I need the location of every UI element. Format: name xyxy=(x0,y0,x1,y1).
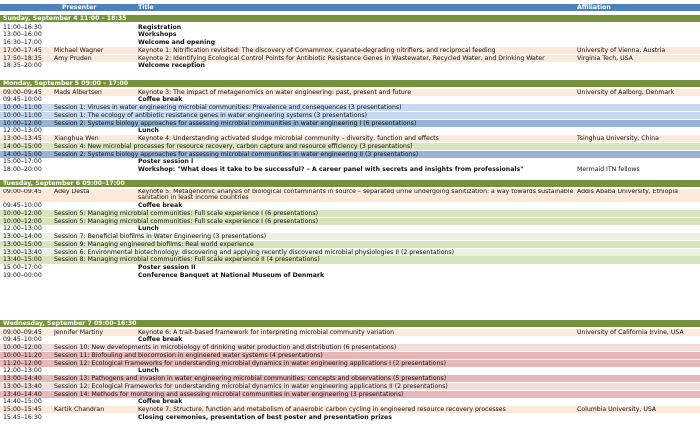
title-cell: Workshop: "What does it take to be successful? – A career panel with secrets and insights from professionals" xyxy=(138,166,524,173)
affiliation-cell: University of Vienna, Austria xyxy=(577,46,666,54)
schedule-row xyxy=(0,202,700,209)
title-cell: Session 5: Managing microbial communities: Full scale experience I (6 presentations) xyxy=(54,209,318,217)
time-cell: 18:35–20:00 xyxy=(3,62,42,70)
day-header xyxy=(0,180,700,187)
time-cell: 10:00–11:00 xyxy=(3,111,42,119)
time-cell: 09:45–10:00 xyxy=(3,96,42,104)
time-cell: 11:00–16:30 xyxy=(3,23,42,31)
time-cell: 13:00–13:40 xyxy=(3,248,42,256)
schedule-row xyxy=(0,218,700,225)
time-cell: 16:30–17:00 xyxy=(3,39,42,46)
schedule-row xyxy=(0,62,700,69)
title-cell: Session 13: Pathogens and invasion in water engineering microbial communities: concepts and observations (5 presentations) xyxy=(54,375,447,382)
schedule-row xyxy=(0,367,700,374)
schedule-row xyxy=(0,241,700,248)
time-cell: 14:00–15:00 xyxy=(3,142,42,150)
schedule-row xyxy=(0,104,700,111)
title-cell: Closing ceremonies, presentation of best poster and presentation prizes xyxy=(138,413,392,421)
schedule-row xyxy=(0,24,700,31)
time-cell: 09:00–09:45 xyxy=(3,328,42,336)
time-cell: 12:00–13:00 xyxy=(3,127,42,135)
schedule-row xyxy=(0,112,700,119)
title-cell: Session 1: The ecology of antibiotic resistance genes in water engineering systems (3 presentations) xyxy=(54,111,368,119)
presenter-cell: Amy Pruden xyxy=(54,54,92,62)
schedule-row xyxy=(0,329,700,336)
title-cell: Coffee break xyxy=(138,96,183,104)
schedule-row xyxy=(0,210,700,217)
title-cell: Welcome reception xyxy=(138,62,205,70)
title-cell: Session 6: Environmental biotechnology: discovering and applying recently discovered microbial physiologies II (2 presentations) xyxy=(54,248,455,256)
time-cell: 13:40–15:00 xyxy=(3,256,42,264)
affiliation-cell: Mermaid ITN fellows xyxy=(577,166,640,173)
title-cell: Session 7: Beneficial biofilms in Water Engineering (3 presentations) xyxy=(54,233,267,240)
schedule-row xyxy=(0,383,700,390)
time-cell: 09:45–10:00 xyxy=(3,202,42,209)
time-cell: 17:50–18:35 xyxy=(3,54,42,62)
title-column-header: Title xyxy=(138,4,154,11)
presenter-cell: Michael Wagner xyxy=(54,46,104,54)
affiliation-column-header: Affiliation xyxy=(577,4,611,11)
title-cell: Session 10: New developments in microbiology of drinking water production and distribution (6 presentations) xyxy=(54,344,397,351)
title-cell: Session 4: New microbial processes for resource recovery, carbon capture and resource efficiency (3 presentations) xyxy=(54,142,413,150)
title-cell: Conference Banquet at National Museum of Denmark xyxy=(138,271,325,279)
time-cell: 10:00–12:00 xyxy=(3,344,42,351)
time-cell: 15:00–15:45 xyxy=(3,406,42,413)
schedule-row xyxy=(0,256,700,263)
time-cell: 09:00–09:45 xyxy=(3,88,42,96)
title-cell: Session 12: Ecological Frameworks for understanding microbial dynamics in water engineering applications II (2 presentations) xyxy=(54,382,448,390)
affiliation-cell: Virginia Tech, USA xyxy=(577,54,633,62)
schedule-row xyxy=(0,414,700,421)
time-cell: 12:00–13:00 xyxy=(3,367,42,375)
presenter-cell: Jennifer Martiny xyxy=(54,328,104,336)
title-cell: Session 5: Managing microbial communities: Full scale experience I (6 presentations) xyxy=(54,217,318,225)
time-cell: 15:45–16:30 xyxy=(3,413,42,421)
day-header xyxy=(0,80,700,87)
schedule-row xyxy=(0,31,700,38)
day-label: Monday, September 5 09:00 – 17:00 xyxy=(3,80,129,87)
time-cell: 09:45–10:00 xyxy=(3,336,42,344)
title-cell: Keynote 5: Metagenomic analysis of biological contaminants in source – separated urine undergoing sanitization: a way towards sustainable sanitation in least income countries xyxy=(138,188,574,201)
time-cell: 13:00–15:00 xyxy=(3,240,42,248)
schedule-row xyxy=(0,264,700,271)
schedule-row xyxy=(0,352,700,359)
presenter-cell: Mads Albertsen xyxy=(54,88,102,96)
title-cell: Poster session II xyxy=(138,264,196,271)
time-cell: 14:00–15:00 xyxy=(3,150,42,158)
schedule-row xyxy=(0,189,700,202)
time-cell: 12:00–13:00 xyxy=(3,225,42,233)
title-cell: Session 12: Ecological Frameworks for understanding microbial dynamics in water engineering applications I (2 presentations) xyxy=(54,359,447,367)
schedule-row xyxy=(0,225,700,232)
title-cell: Session 2: Systems biology approaches for assessing microbial communities in water engineering I (6 presentations) xyxy=(54,119,417,127)
schedule-row xyxy=(0,398,700,405)
title-cell: Registration xyxy=(138,23,182,31)
time-cell: 17:00–17:45 xyxy=(3,46,42,54)
time-cell: 19:00–00:00 xyxy=(3,271,42,279)
time-cell: 13:00–14:40 xyxy=(3,375,42,382)
schedule-row xyxy=(0,375,700,382)
time-cell: 10:00–12:00 xyxy=(3,119,42,127)
title-cell: Coffee break xyxy=(138,336,183,344)
affiliation-cell: Tsinghua University, China xyxy=(577,135,659,142)
time-cell: 14:40–15:00 xyxy=(3,398,42,406)
day-label: Sunday, September 4 11:00 – 18:35 xyxy=(3,15,127,22)
affiliation-cell: Columbia University, USA xyxy=(577,406,657,413)
schedule-row xyxy=(0,158,700,165)
schedule-row xyxy=(0,272,700,279)
title-cell: Session 9: Managing engineered biofilms: Real world experience xyxy=(54,240,254,248)
title-cell: Coffee break xyxy=(138,202,183,209)
schedule-row xyxy=(0,135,700,142)
title-cell: Session 2: Systems biology approaches for assessing microbial communities in water engineering II (3 presentations) xyxy=(54,150,419,158)
affiliation-cell: Addis Ababa University, Ethiopia xyxy=(577,188,678,195)
title-cell: Session 14: Methods for monitoring and assessing microbial communities in water engineering (3 presentations) xyxy=(54,390,404,398)
schedule-row xyxy=(0,55,700,62)
title-cell: Session 1: Viruses in water engineering microbial communities: Prevalence and consequences (3 presentations) xyxy=(54,104,402,111)
schedule-row xyxy=(0,120,700,127)
affiliation-cell: University of Aalborg, Denmark xyxy=(577,88,675,96)
title-cell: Session 8: Managing microbial communities: Full scale experience II (4 presentations) xyxy=(54,256,320,264)
presenter-cell: Kartik Chandran xyxy=(54,406,105,413)
time-cell: 13:00–14:00 xyxy=(3,233,42,240)
schedule-row xyxy=(0,89,700,96)
title-cell: Coffee break xyxy=(138,398,183,406)
schedule-row xyxy=(0,47,700,54)
schedule-row xyxy=(0,166,700,173)
title-cell: Lunch xyxy=(138,127,159,135)
time-cell: 11:20–12:00 xyxy=(3,359,42,367)
time-cell: 15:00–17:00 xyxy=(3,158,42,166)
time-cell: 10:00–12:00 xyxy=(3,217,42,225)
presenter-column-header: Presenter xyxy=(62,4,97,11)
title-cell: Lunch xyxy=(138,225,159,233)
title-cell: Welcome and opening xyxy=(138,39,216,46)
time-cell: 13:00–13:45 xyxy=(3,135,42,142)
title-cell: Lunch xyxy=(138,367,159,375)
schedule-row xyxy=(0,391,700,398)
schedule-row xyxy=(0,127,700,134)
day-label: Tuesday, September 6 09:00–17:00 xyxy=(3,180,125,187)
time-cell: 18:00–20:00 xyxy=(3,166,42,173)
presenter-cell: Xianghua Wen xyxy=(54,135,99,142)
schedule-row xyxy=(0,151,700,158)
presenter-cell: Adey Desta xyxy=(54,188,90,195)
title-cell: Session 11: Biofouling and biocorrosion in engineered water systems (4 presentations) xyxy=(54,351,323,359)
column-header-row xyxy=(0,4,700,11)
schedule-row xyxy=(0,39,700,46)
schedule-row xyxy=(0,344,700,351)
time-cell: 09:00–09:45 xyxy=(3,188,42,195)
title-cell: Poster session I xyxy=(138,158,194,166)
time-cell: 15:00–17:00 xyxy=(3,264,42,271)
title-cell: Keynote 2: Identifying Ecological Control Points for Antibiotic Resistance Genes in Wastewater, Recycled Water, and Drinking Water xyxy=(138,54,545,62)
schedule-row xyxy=(0,249,700,256)
schedule-row xyxy=(0,336,700,343)
time-cell: 13:00–13:40 xyxy=(3,382,42,390)
schedule-row xyxy=(0,360,700,367)
schedule-row xyxy=(0,96,700,103)
day-header xyxy=(0,320,700,327)
title-cell: Keynote 6: A trait-based framework for interpreting microbial community variation xyxy=(138,328,395,336)
day-label: Wednesday, September 7 09:00–16:30 xyxy=(3,320,137,327)
schedule-row xyxy=(0,406,700,413)
time-cell: 10:00–11:00 xyxy=(3,104,42,111)
title-cell: Keynote 4: Understanding activated sludge microbial community – diversity, function and effects xyxy=(138,135,439,142)
day-header xyxy=(0,15,700,22)
schedule-row xyxy=(0,233,700,240)
time-cell: 10:00–11:20 xyxy=(3,351,42,359)
title-cell: Keynote 7: Structure, function and metabolism of anaerobic carbon cycling in engineered resource recovery processes xyxy=(138,406,506,413)
time-cell: 10:00–12:00 xyxy=(3,209,42,217)
title-cell: Workshops xyxy=(138,31,177,39)
title-cell: Keynote 3: The impact of metagenomics on water engineering: past, present and future xyxy=(138,88,412,96)
time-cell: 13:00–16:00 xyxy=(3,31,42,39)
time-cell: 13:40–14:40 xyxy=(3,390,42,398)
affiliation-cell: University of California Irvine, USA xyxy=(577,328,684,336)
title-cell: Keynote 1: Nitrification revisited: The discovery of Comammox, cyanate-degrading nitrifiers, and reciprocal feeding xyxy=(138,46,496,54)
schedule-row xyxy=(0,143,700,150)
